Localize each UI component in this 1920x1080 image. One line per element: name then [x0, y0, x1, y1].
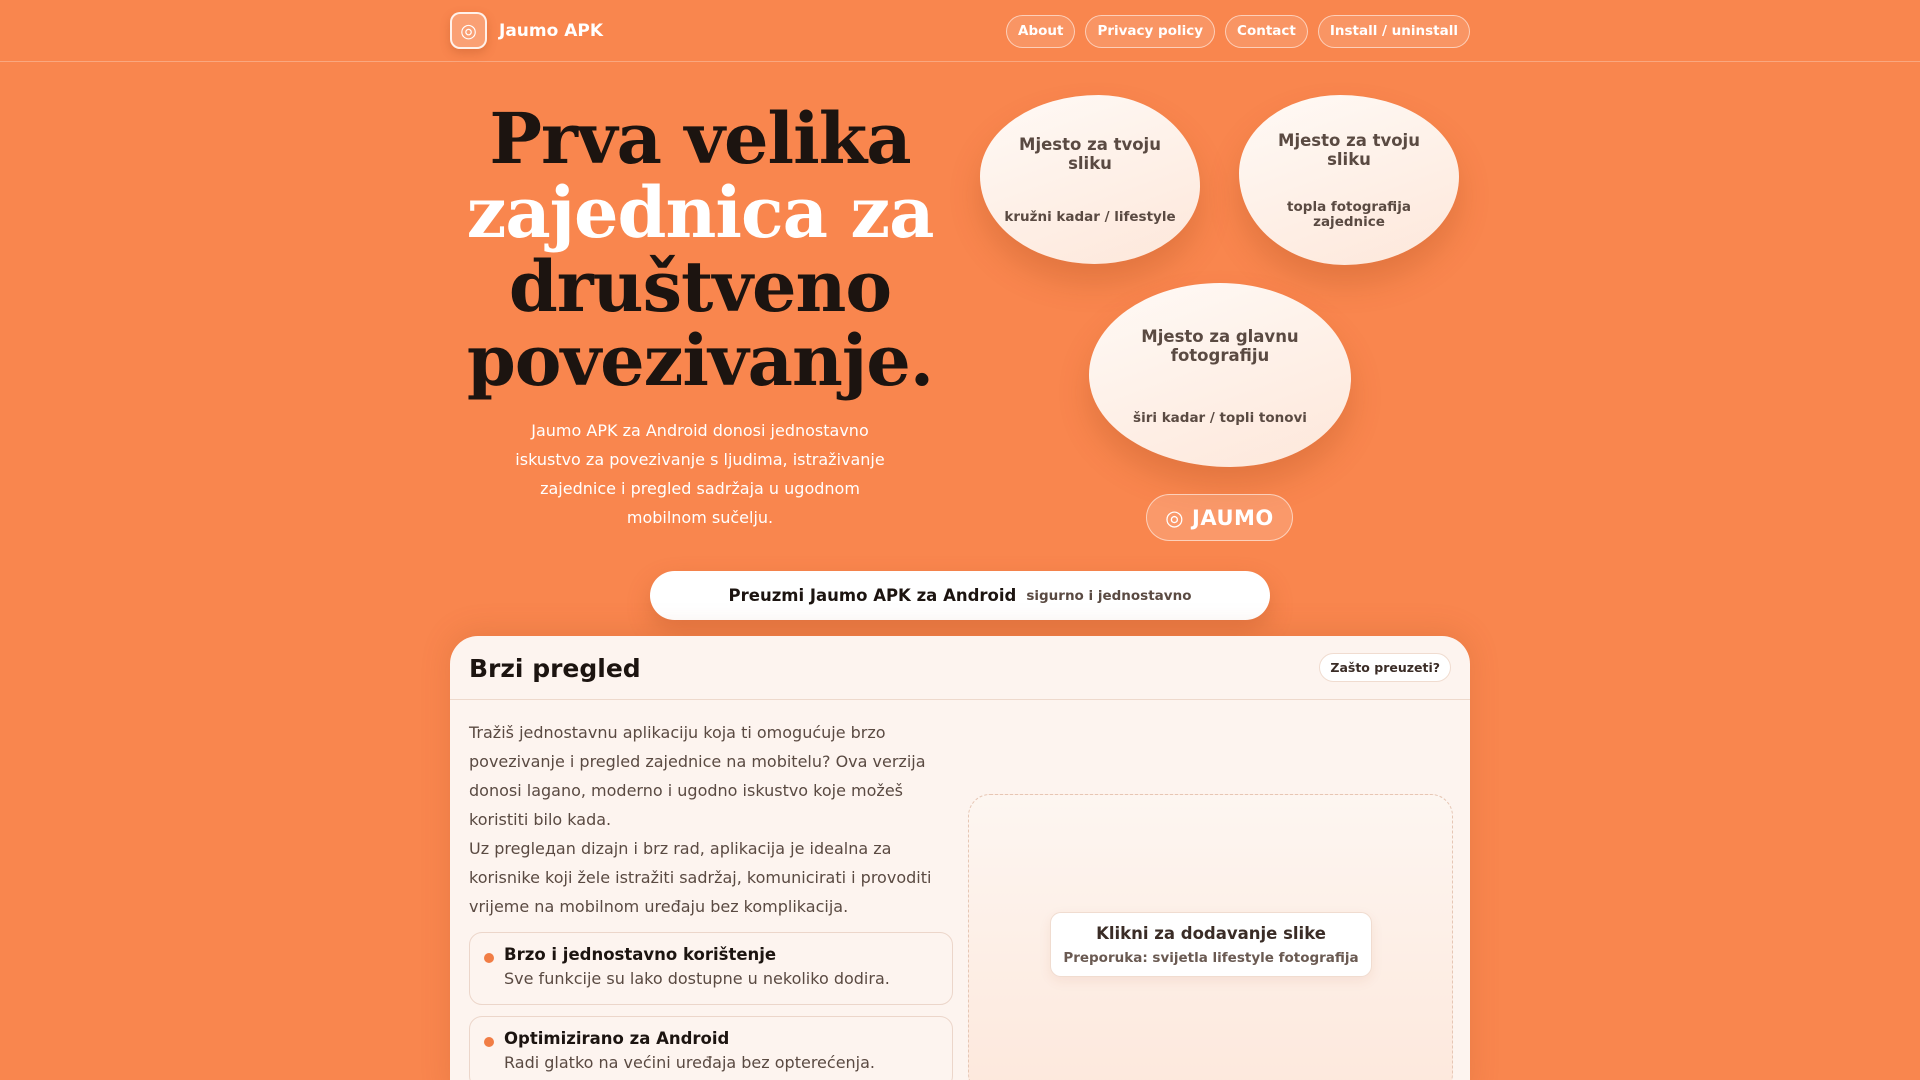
main-image-placeholder[interactable] — [1089, 283, 1351, 467]
brand-name: Jaumo APK — [499, 20, 604, 41]
feature-item — [469, 1016, 953, 1080]
placeholder-subtitle: širi kadar / topli tonovi — [1133, 410, 1307, 426]
bullet-dot-icon — [484, 953, 494, 963]
feature-title: Optimizirano za Android — [504, 1029, 730, 1048]
jaumo-badge-label: JAUMO — [1192, 505, 1274, 530]
main-nav — [1006, 15, 1470, 48]
jaumo-badge — [1146, 494, 1293, 541]
hero-title-line-1: Prva velika — [489, 97, 911, 180]
overview-text — [469, 718, 944, 921]
nav-contact[interactable]: Contact — [1225, 15, 1308, 48]
brand[interactable] — [450, 12, 603, 49]
placeholder-subtitle: kružni kadar / lifestyle — [1004, 209, 1176, 225]
hero-description: Jaumo APK za Android donosi jednostavno iskustvo za povezivanje s ljudima, istraživanje zajednice i pregled sadržaja u ugodnom mobilnom sučelju. — [515, 421, 885, 527]
bullet-dot-icon — [484, 1037, 494, 1047]
nav-about[interactable]: About — [1006, 15, 1075, 48]
jaumo-logo-icon: ◎ — [1165, 505, 1185, 530]
placeholder-title: Mjesto za glavnu fotografiju — [1141, 327, 1299, 365]
why-download-button[interactable]: Zašto preuzeti? — [1319, 653, 1451, 682]
image-placeholder-1[interactable] — [980, 95, 1200, 264]
feature-item — [469, 932, 953, 1005]
add-image-hint: Preporuka: svijetla lifestyle fotografija — [1063, 950, 1359, 966]
overview-paragraph-1: Tražiš jednostavnu aplikaciju koja ti omogućuje brzo povezivanje i pregled zajednice na mobitelu? Ova verzija donosi lagano, moderno i ugodno iskustvo koje možeš koristiti bilo kada. — [469, 723, 926, 829]
overview-paragraph-2: Uz preglедan dizajn i brz rad, aplikacija je idealna za korisnike koji žele istražiti sadržaj, komunicirati i provoditi vrijeme na mobilnom uređaju bez komplikacija. — [469, 839, 932, 916]
placeholder-title: Mjesto za tvoju sliku — [1019, 135, 1161, 173]
feature-description: Radi glatko na većini uređaja bez opterećenja. — [504, 1053, 876, 1072]
nav-privacy-policy[interactable]: Privacy policy — [1085, 15, 1215, 48]
nav-install-uninstall[interactable]: Install / uninstall — [1318, 15, 1470, 48]
logo-icon: ◎ — [450, 12, 487, 49]
overview-title: Brzi pregled — [469, 654, 641, 683]
download-button-label: Preuzmi Jaumo APK za Android — [728, 586, 1017, 605]
add-image-title: Klikni za dodavanje slike — [1096, 924, 1326, 943]
overview-card-header — [450, 636, 1470, 700]
feature-description: Sve funkcije su lako dostupne u nekoliko dodira. — [504, 969, 890, 988]
image-placeholder-2[interactable] — [1239, 95, 1459, 265]
download-button[interactable] — [650, 571, 1270, 620]
top-bar — [0, 0, 1920, 62]
hero-title-line-2: zajednica za — [466, 171, 934, 254]
overview-card — [450, 636, 1470, 1080]
hero-title — [450, 97, 950, 402]
add-image-button[interactable] — [1050, 912, 1372, 977]
hero-title-line-4: povezivanje. — [466, 319, 934, 402]
placeholder-title: Mjesto za tvoju sliku — [1278, 131, 1420, 169]
hero-title-line-3: društveno — [508, 245, 892, 328]
download-button-sublabel: sigurno i jednostavno — [1026, 587, 1192, 604]
placeholder-subtitle: topla fotografija zajednice — [1287, 199, 1411, 230]
image-upload-area[interactable] — [968, 794, 1453, 1080]
feature-title: Brzo i jednostavno korištenje — [504, 945, 777, 964]
